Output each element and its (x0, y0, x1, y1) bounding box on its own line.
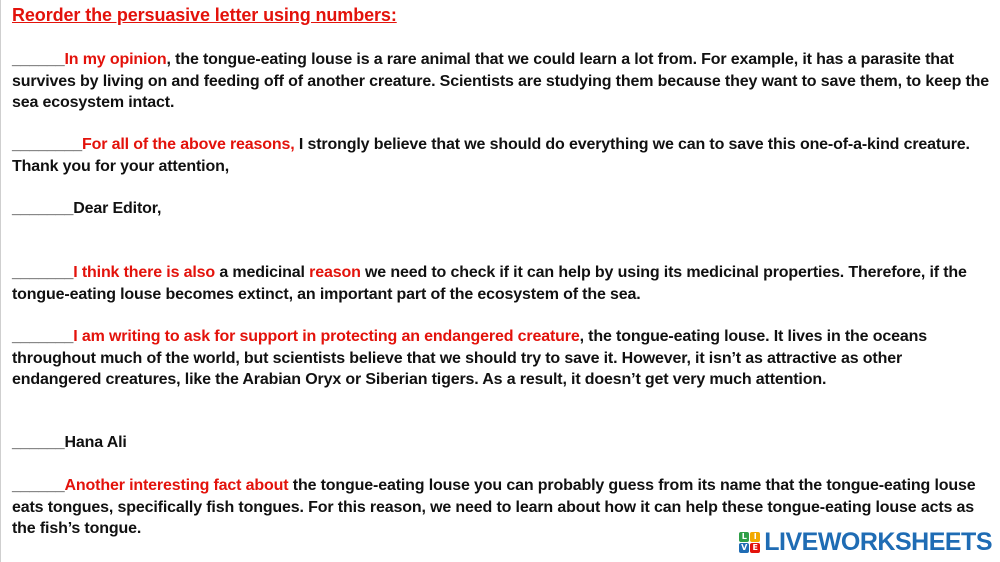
highlight-phrase: Another interesting fact about (64, 477, 289, 494)
number-blank[interactable]: _______ (12, 328, 74, 345)
letter-paragraph-6 (12, 432, 994, 454)
number-blank[interactable]: _______ (12, 264, 74, 281)
logo-letter-i: I (750, 532, 760, 542)
paragraph-text: I strongly believe that we should do everything we can to save this one-of-a-kind creature. Thank you for your attention, (12, 136, 970, 175)
letter-paragraph-3 (12, 198, 994, 220)
paragraph-text: , the tongue-eating louse. It lives in the oceans throughout much of the world, but scientists believe that we should try to save it. However, it isn’t as attractive as other endangered creatures, like the Arabian Oryx or Siberian tigers. As a result, it doesn’t get very much attention. (12, 328, 927, 388)
paragraph-text: Hana Ali (64, 434, 127, 451)
number-blank[interactable]: ______ (12, 477, 65, 494)
highlight-phrase: I am writing to ask for support in protecting an endangered creature (73, 328, 580, 345)
logo-letter-v: V (741, 542, 748, 552)
letter-paragraph-2 (12, 134, 994, 177)
logo-letter-l: L (739, 532, 749, 542)
highlight-phrase: I think there is also (73, 264, 216, 281)
paragraph-text: , the tongue-eating louse is a rare animal that we could learn a lot from. For example, it has a parasite that survives by living on and feeding off of another creature. Scientists are studying them because they want to save them, to keep the sea ecosystem intact. (12, 51, 990, 111)
letter-paragraph-5 (12, 326, 994, 391)
number-blank[interactable]: _______ (12, 200, 74, 217)
number-blank[interactable]: ________ (12, 136, 82, 153)
letter-paragraph-4 (12, 262, 994, 305)
worksheet-title: Reorder the persuasive letter using numbers: (12, 5, 397, 25)
letter-paragraph-1 (12, 49, 994, 114)
highlight-phrase: reason (309, 264, 361, 281)
paragraph-text: a medicinal (215, 264, 310, 281)
number-blank[interactable]: ______ (12, 434, 65, 451)
logo-letter-e: E (750, 543, 760, 553)
liveworksheets-logo[interactable] (739, 528, 992, 556)
highlight-phrase: For all of the above reasons, (82, 136, 295, 153)
logo-wordmark: LIVEWORKSHEETS (764, 527, 992, 556)
paragraph-text: Dear Editor, (73, 200, 162, 217)
number-blank[interactable]: ______ (12, 51, 65, 68)
paragraph-text: we need to check if it can help by using its medicinal properties. Therefore, if the tongue-eating louse becomes extinct, an important part of the ecosystem of the sea. (12, 264, 967, 303)
liveworksheets-icon (739, 532, 760, 553)
paragraph-text: the tongue-eating louse you can probably guess from its name that the tongue-eating louse eats tongues, specifically fish tongues. For this reason, we need to learn about how it can help these tongue-eating louse acts as the fish’s tongue. (12, 477, 976, 537)
highlight-phrase: In my opinion (64, 51, 167, 68)
